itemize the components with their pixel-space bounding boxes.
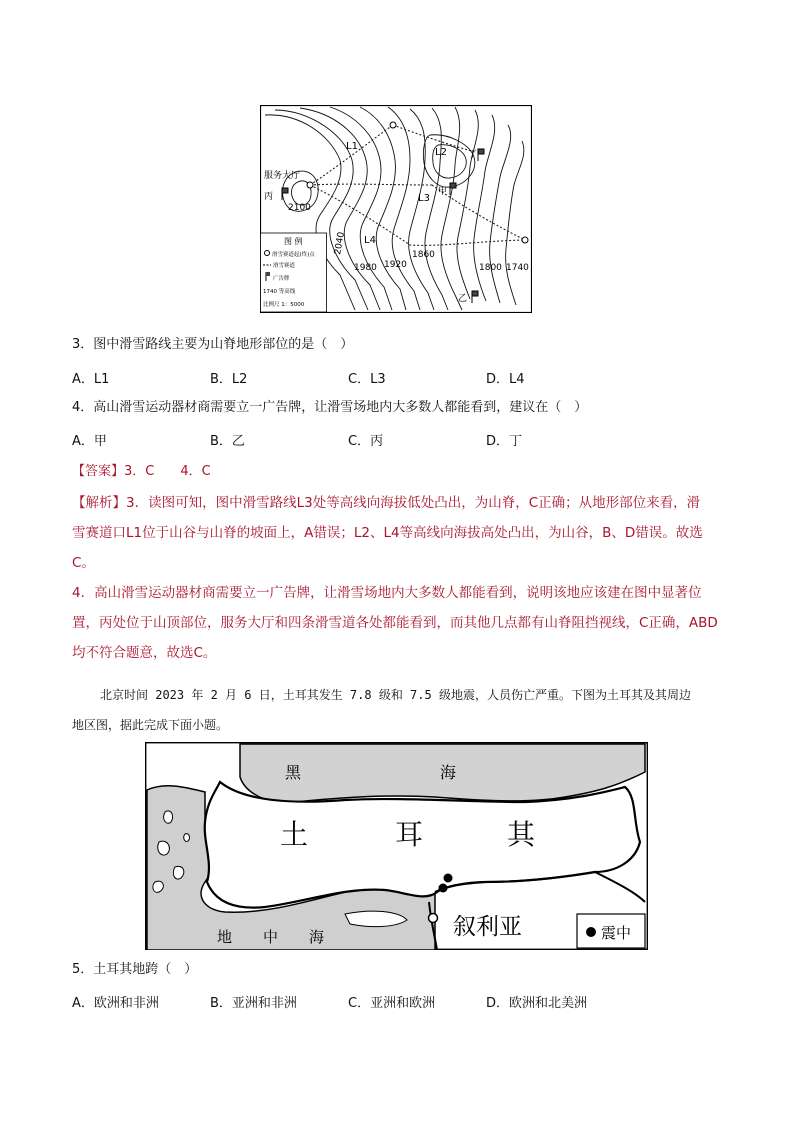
legend-item4: 1740 等高线: [263, 289, 296, 295]
map-legend: [261, 233, 327, 312]
start-end-icon: [265, 251, 270, 256]
q4-option-b[interactable]: B．乙: [210, 434, 245, 449]
q4-option-c[interactable]: C．丙: [348, 434, 384, 449]
turkey-label-3: 其: [507, 818, 536, 851]
q5-stem: 5．土耳其地跨（ ）: [72, 962, 198, 977]
turkey-map-legend: [577, 914, 645, 948]
legend-scale: 比例尺 1：5000: [263, 302, 305, 308]
legend-item2: 滑雪赛道: [273, 263, 296, 269]
q4-option-a[interactable]: A．甲: [72, 434, 107, 449]
label-bing: 丙: [264, 192, 274, 202]
turkey-label-2: 耳: [395, 818, 424, 851]
answer-tag: 【答案】: [72, 464, 125, 479]
med-label-2: 中: [263, 928, 279, 946]
q4-stem: 4．高山滑雪运动器材商需要立一广告牌，让滑雪场地内大多数人都能看到，建议在（ ）: [72, 400, 588, 415]
q4-option-d[interactable]: D．丁: [486, 434, 523, 449]
intro-line-2: 地区图，据此完成下面小题。: [72, 718, 229, 732]
med-label-3: 海: [309, 928, 325, 946]
contour-map: [260, 105, 532, 313]
elev-1800: 1800: [479, 263, 502, 273]
epicenter-point-2: [439, 884, 448, 893]
turkey-map: [145, 742, 648, 950]
legend-epicenter: 震中: [601, 924, 632, 942]
q5-option-b[interactable]: B．亚洲和非洲: [210, 996, 297, 1011]
analysis-p2-l3: 均不符合题意，故选C。: [72, 645, 217, 661]
analysis-tag: 【解析】: [72, 495, 126, 511]
elev-1920: 1920: [384, 260, 407, 270]
q5-option-c[interactable]: C．亚洲和欧洲: [348, 996, 436, 1011]
elev-1740: 1740: [506, 263, 529, 273]
q3-stem: 3．图中滑雪路线主要为山脊地形部位的是（ ）: [72, 337, 354, 352]
elev-2100: 2100: [288, 203, 311, 213]
legend-item3: 广告牌: [273, 276, 290, 282]
q3-option-b[interactable]: B．L2: [210, 372, 248, 387]
analysis: [72, 488, 724, 668]
q3-option-d[interactable]: D．L4: [486, 372, 525, 387]
black-sea-label-2: 海: [440, 763, 457, 782]
elev-1980: 1980: [354, 263, 377, 273]
q3-option-c[interactable]: C．L3: [348, 372, 386, 387]
label-jia: 甲: [438, 187, 448, 197]
analysis-p2-l1: 4．高山滑雪运动器材商需要立一广告牌，让滑雪场地内大多数人都能看到，说明该地应该建在图中显著位: [72, 585, 702, 601]
epicenter-point-1: [444, 874, 453, 883]
label-service-hall: 服务大厅: [264, 171, 301, 181]
answer-line: [72, 462, 211, 482]
label-l2: L2: [435, 147, 447, 158]
syria-label: 叙利亚: [453, 914, 522, 940]
q5-option-d[interactable]: D．欧洲和北美洲: [486, 996, 588, 1011]
label-l1: L1: [346, 141, 358, 152]
analysis-p2-l2: 置，丙处位于山顶部位，服务大厅和四条滑雪道各处都能看到，而其他几点都有山脊阻挡视线，C正确，ABD: [72, 615, 718, 631]
turkey-label-1: 土: [280, 818, 309, 851]
elev-1860: 1860: [412, 250, 435, 260]
q3-option-a[interactable]: A．L1: [72, 372, 110, 387]
analysis-line-1: [72, 488, 724, 518]
legend-item1: 滑雪赛道起(终)点: [272, 252, 315, 258]
intro-line-1: 北京时间 2023 年 2 月 6 日，土耳其发生 7.8 级和 7.5 级地震，人员伤亡严重。下图为土耳其及其周边: [100, 688, 691, 702]
label-l3: L3: [418, 193, 430, 204]
analysis-p1-l2: 雪赛道口L1位于山谷与山脊的坡面上，A错误；L2、L4等高线向海拔高处凸出，为山谷，B、D错误。故选: [72, 525, 703, 541]
answer-text: 3．C 4．C: [124, 464, 211, 479]
analysis-p1-l3: C。: [72, 555, 95, 571]
legend-title: 图 例: [284, 237, 303, 246]
q5-option-a[interactable]: A．欧洲和非洲: [72, 996, 159, 1011]
elev-2040: 2040: [333, 231, 347, 256]
label-yi: 乙: [458, 294, 468, 304]
label-ding: 丁: [468, 150, 478, 160]
epicenter-icon: [586, 927, 596, 937]
analysis-p1-l1: 3．读图可知，图中滑雪路线L3处等高线向海拔低处凸出，为山脊，C正确；从地形部位来看，滑: [126, 495, 701, 511]
med-label-1: 地: [217, 928, 233, 946]
label-l4: L4: [364, 235, 376, 246]
black-sea-label-1: 黑: [285, 763, 302, 782]
